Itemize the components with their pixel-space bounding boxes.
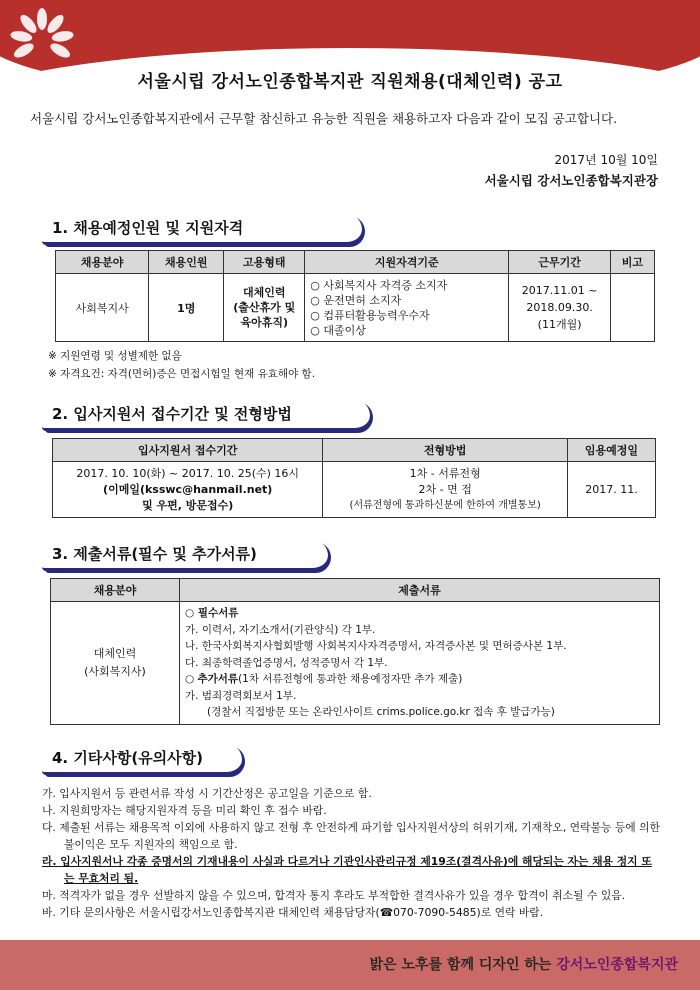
footer-slogan	[370, 954, 678, 974]
col-header: 제출서류	[180, 579, 660, 602]
footer-org: 강서노인종합복지관	[556, 957, 678, 973]
col-header: 임용예정일	[567, 439, 655, 462]
doc-item: 다. 최종학력졸업증명서, 성적증명서 각 1부.	[185, 656, 388, 669]
notice-list	[42, 785, 662, 921]
qual-item: ○ 대졸이상	[310, 323, 366, 337]
notice-item: 마. 적격자가 없을 경우 선발하지 않을 수 있으며, 합격자 통지 후라도 부적합한 결격사유가 있을 경우 합격이 취소될 수 있음.	[42, 889, 626, 902]
notice-item: 다. 제출된 서류는 채용목적 이외에 사용하지 않고 전형 후 안전하게 파기함 입사지원서상의 허위기재, 기재착오, 연락불능 등에 의한 불이익은 모두 지원자의 책임으로 함.	[42, 821, 660, 851]
signer: 서울시립 강서노인종합복지관장	[484, 173, 658, 188]
notice-item: 바. 기타 문의사항은 서울시립강서노인종합복지관 대체인력 채용담당자(☎070-7090-5485)로 연락 바람.	[42, 906, 544, 919]
section-1-title: 1. 채용예정인원 및 지원자격	[52, 219, 244, 237]
col-header: 채용분야	[51, 579, 180, 602]
announcement-date: 2017년 10월 10일	[554, 153, 658, 167]
page-title: 서울시립 강서노인종합복지관 직원채용(대체인력) 공고	[137, 72, 563, 92]
col-header: 전형방법	[323, 439, 568, 462]
note-line: ※ 자격요건: 자격(면허)증은 면접시험일 현재 유효해야 함.	[48, 368, 316, 380]
notice-item: 라. 입사지원서나 각종 증명서의 기재내용이 사실과 다르거나 기관인사관리규정 제19조(결격사유)에 해당되는 자는 채용 정지 또는 무효처리 됨.	[42, 855, 652, 885]
notice-item: 가. 입사지원서 등 관련서류 작성 시 기간산정은 공고일을 기준으로 함.	[42, 787, 372, 800]
col-header: 비고	[610, 251, 654, 274]
col-header: 채용분야	[56, 251, 149, 274]
col-header: 고용형태	[224, 251, 305, 274]
documents-cell	[180, 602, 660, 725]
section-3-title: 3. 제출서류(필수 및 추가서류)	[52, 545, 257, 563]
col-header: 지원자격기준	[305, 251, 509, 274]
qual-item: ○ 컴퓨터활용능력우수자	[310, 308, 430, 322]
period-cell: 2017. 10. 10(화) ~ 2017. 10. 25(수) 16시 (이메일(ksswc@hanmail.net) 및 우편, 방문접수)	[53, 462, 323, 518]
doc-item: 가. 이력서, 자기소개서(기관양식) 각 1부.	[185, 623, 376, 636]
quals-cell	[305, 274, 509, 342]
start-date-cell: 2017. 11.	[567, 462, 655, 518]
col-header: 채용인원	[149, 251, 224, 274]
notice-item: 나. 지원희망자는 해당지원자격 등을 미리 확인 후 접수 바람.	[42, 804, 327, 817]
method-cell: 1차 - 서류전형 2차 - 면 접 (서류전형에 통과하신분에 한하여 개별통보)	[323, 462, 568, 518]
doc-item: 나. 한국사회복지사협회발행 사회복지사자격증명서, 자격증사본 및 면허증사본 1부.	[185, 640, 567, 652]
col-header: 근무기간	[509, 251, 611, 274]
field-cell: 대체인력 (사회복지사)	[51, 602, 180, 725]
schedule-table	[52, 438, 656, 518]
count-cell: 1명	[149, 274, 224, 342]
recruit-table	[55, 250, 655, 342]
field-cell: 사회복지사	[56, 274, 149, 342]
type-cell: 대체인력 (출산휴가 및 육아휴직)	[224, 274, 305, 342]
note-line: ※ 지원연령 및 성별제한 없음	[48, 350, 182, 362]
flower-logo-icon	[8, 6, 76, 68]
section-2-title: 2. 입사지원서 접수기간 및 전형방법	[52, 405, 292, 423]
period-cell: 2017.11.01 ~ 2018.09.30. (11개월)	[509, 274, 611, 342]
documents-table	[50, 578, 660, 725]
required-title: ○ 필수서류	[185, 607, 239, 619]
extra-title: ○ 추가서류(1차 서류전형에 통과한 채용예정자만 추가 제출)	[185, 673, 463, 685]
doc-item: (경찰서 직접방문 또는 온라인사이트 crims.police.go.kr 접속 후 발급가능)	[207, 706, 555, 718]
qual-item: ○ 사회복지사 자격증 소지자	[310, 278, 448, 292]
col-header: 입사지원서 접수기간	[53, 439, 323, 462]
qual-item: ○ 운전면허 소지자	[310, 293, 402, 307]
footer-slogan-text: 밝은 노후를 함께 디자인 하는	[369, 957, 552, 973]
intro-text: 서울시립 강서노인종합복지관에서 근무할 참신하고 유능한 직원을 채용하고자 다음과 같이 모집 공고합니다.	[30, 111, 618, 126]
doc-item: 가. 범죄경력회보서 1부.	[185, 689, 297, 702]
section-4-title: 4. 기타사항(유의사항)	[52, 749, 203, 767]
remark-cell	[610, 274, 654, 342]
